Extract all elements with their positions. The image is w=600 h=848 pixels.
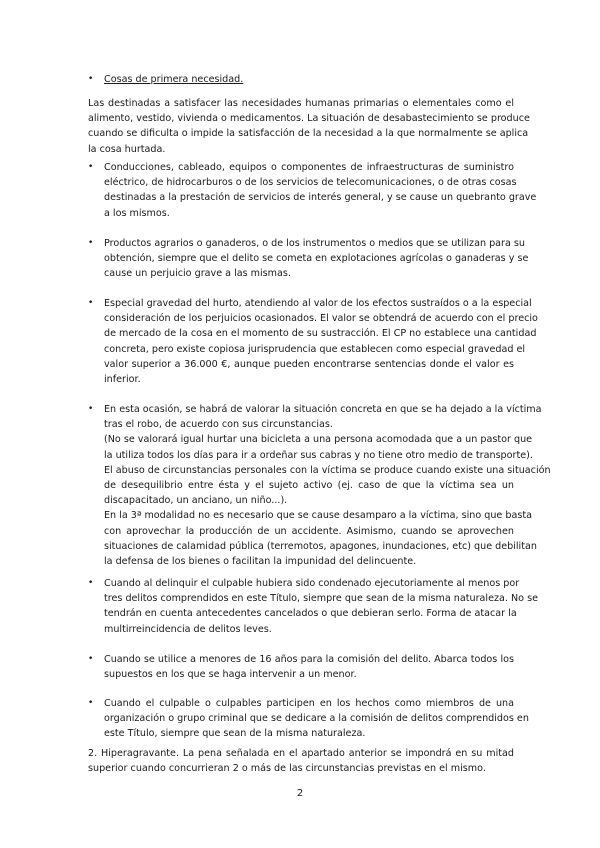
text-line: valor superior a 36.000 €, aunque pueden encontrarse sentencias donde el valor es (104, 358, 514, 370)
list-item-suministros (104, 160, 537, 221)
list-item-situacion-victima (104, 402, 551, 569)
text-line: Cuando se utilice a menores de 16 años para la comisión del delito. Abarca todos los (104, 654, 514, 665)
text-line: Cuando al delinquir el culpable hubiera sido condenado ejecutoriamente al menos por (104, 578, 520, 589)
text-line: alimento, vestido, vivienda o medicamentos. La situación de desabastecimiento se produce (88, 113, 530, 125)
text-line: Las destinadas a satisfacer las necesidades humanas primarias o elementales como el (88, 98, 514, 109)
text-line: superior cuando concurrieran 2 o más de las circunstancias previstas en el mismo. (88, 763, 486, 775)
page-number: 2 (296, 788, 304, 799)
closing-paragraph (88, 746, 514, 776)
text-line: la cosa hurtada. (88, 143, 166, 155)
list-item-especial-gravedad (104, 296, 538, 387)
text-line: Especial gravedad del hurto, atendiendo al valor de los efectos sustraídos o a la especial (104, 298, 532, 309)
text-line: concreta, pero existe copiosa jurisprudencia que establecen como especial gravedad el (104, 343, 526, 355)
text-line: tres delitos comprendidos en este Título, siempre que sean de la misma naturaleza. No se (104, 593, 538, 605)
list-bullet: • (88, 298, 94, 308)
text-line: Conducciones, cableado, equipos o componentes de infraestructuras de suministro (104, 162, 514, 173)
list-item-menores (104, 652, 514, 682)
list-bullet: • (88, 162, 94, 172)
text-line: situaciones de calamidad pública (terremotos, apagones, inundaciones, etc) que debilitan (104, 540, 537, 552)
text-line: En esta ocasión, se habrá de valorar la situación concreta en que se ha dejado a la víctima (104, 404, 542, 415)
text-line: con aprovechar la producción de un accidente. Asimismo, cuando se aprovechen (104, 525, 514, 537)
text-line: este Título, siempre que sean de la misma naturaleza. (104, 728, 366, 740)
list-bullet: • (88, 698, 94, 708)
text-line: En la 3ª modalidad no es necesario que se cause desamparo a la víctima, sino que basta (104, 510, 532, 522)
text-line: inferior. (104, 373, 141, 385)
text-line: discapacitado, un anciano, un niño...). (104, 495, 288, 507)
text-line: Productos agrarios o ganaderos, o de los instrumentos o medios que se utilizan para su (104, 238, 526, 249)
text-line: Cuando el culpable o culpables participen en los hechos como miembros de una (104, 698, 514, 709)
text-line: cause un perjuicio grave a las mismas. (104, 268, 291, 280)
text-line: destinadas a la prestación de servicios de interés general, y se cause un quebranto grave (104, 192, 537, 204)
text-line: 2. Hiperagravante. La pena señalada en el apartado anterior se impondrá en su mitad (88, 748, 514, 759)
text-line: a los mismos. (104, 207, 170, 219)
text-line: consideración de los perjuicios ocasionados. El valor se obtendrá de acuerdo con el precio (104, 313, 538, 325)
text-line: organización o grupo criminal que se dedicare a la comisión de delitos comprendidos en (104, 713, 529, 725)
text-line: de desequilibrio entre ésta y el sujeto activo (ej. caso de que la víctima sea un (104, 479, 514, 491)
list-bullet: • (88, 654, 94, 664)
intro-paragraph (88, 96, 530, 157)
heading-bullet: • (88, 74, 94, 84)
text-line: tras el robo, de acuerdo con sus circunstancias. (104, 419, 333, 431)
list-bullet: • (88, 238, 94, 248)
list-bullet: • (88, 404, 94, 414)
text-line: supuestos en los que se haga intervenir a un menor. (104, 669, 357, 681)
text-line: la defensa de los bienes o facilitan la impunidad del delincuente. (104, 555, 417, 567)
list-item-productos-agrarios (104, 236, 529, 282)
text-line: eléctrico, de hidrocarburos o de los servicios de telecomunicaciones, o de otras cosas (104, 177, 517, 189)
text-line: cuando se dificulta o impide la satisfacción de la necesidad a la que normalmente se aplica (88, 128, 529, 140)
section-heading: Cosas de primera necesidad. (104, 74, 244, 85)
list-item-multirreincidencia (104, 576, 538, 637)
text-line: (No se valorará igual hurtar una bicicleta a una persona acomodada que a un pastor que (104, 434, 533, 446)
text-line: El abuso de circunstancias personales con la víctima se produce cuando existe una situación (104, 464, 551, 476)
text-line: la utiliza todos los días para ir a ordeñar sus cabras y no tiene otro medio de transporte). (104, 449, 533, 461)
text-line: obtención, siempre que el delito se cometa en explotaciones agrícolas o ganaderas y se (104, 253, 529, 265)
list-item-organizacion-criminal (104, 696, 529, 742)
text-line: de mercado de la cosa en el momento de su sustracción. El CP no establece una cantidad (104, 328, 537, 340)
list-bullet: • (88, 578, 94, 588)
text-line: multirreincidencia de delitos leves. (104, 623, 272, 635)
text-line: tendrán en cuenta antecedentes cancelados o que debieran serlo. Forma de atacar la (104, 608, 517, 620)
